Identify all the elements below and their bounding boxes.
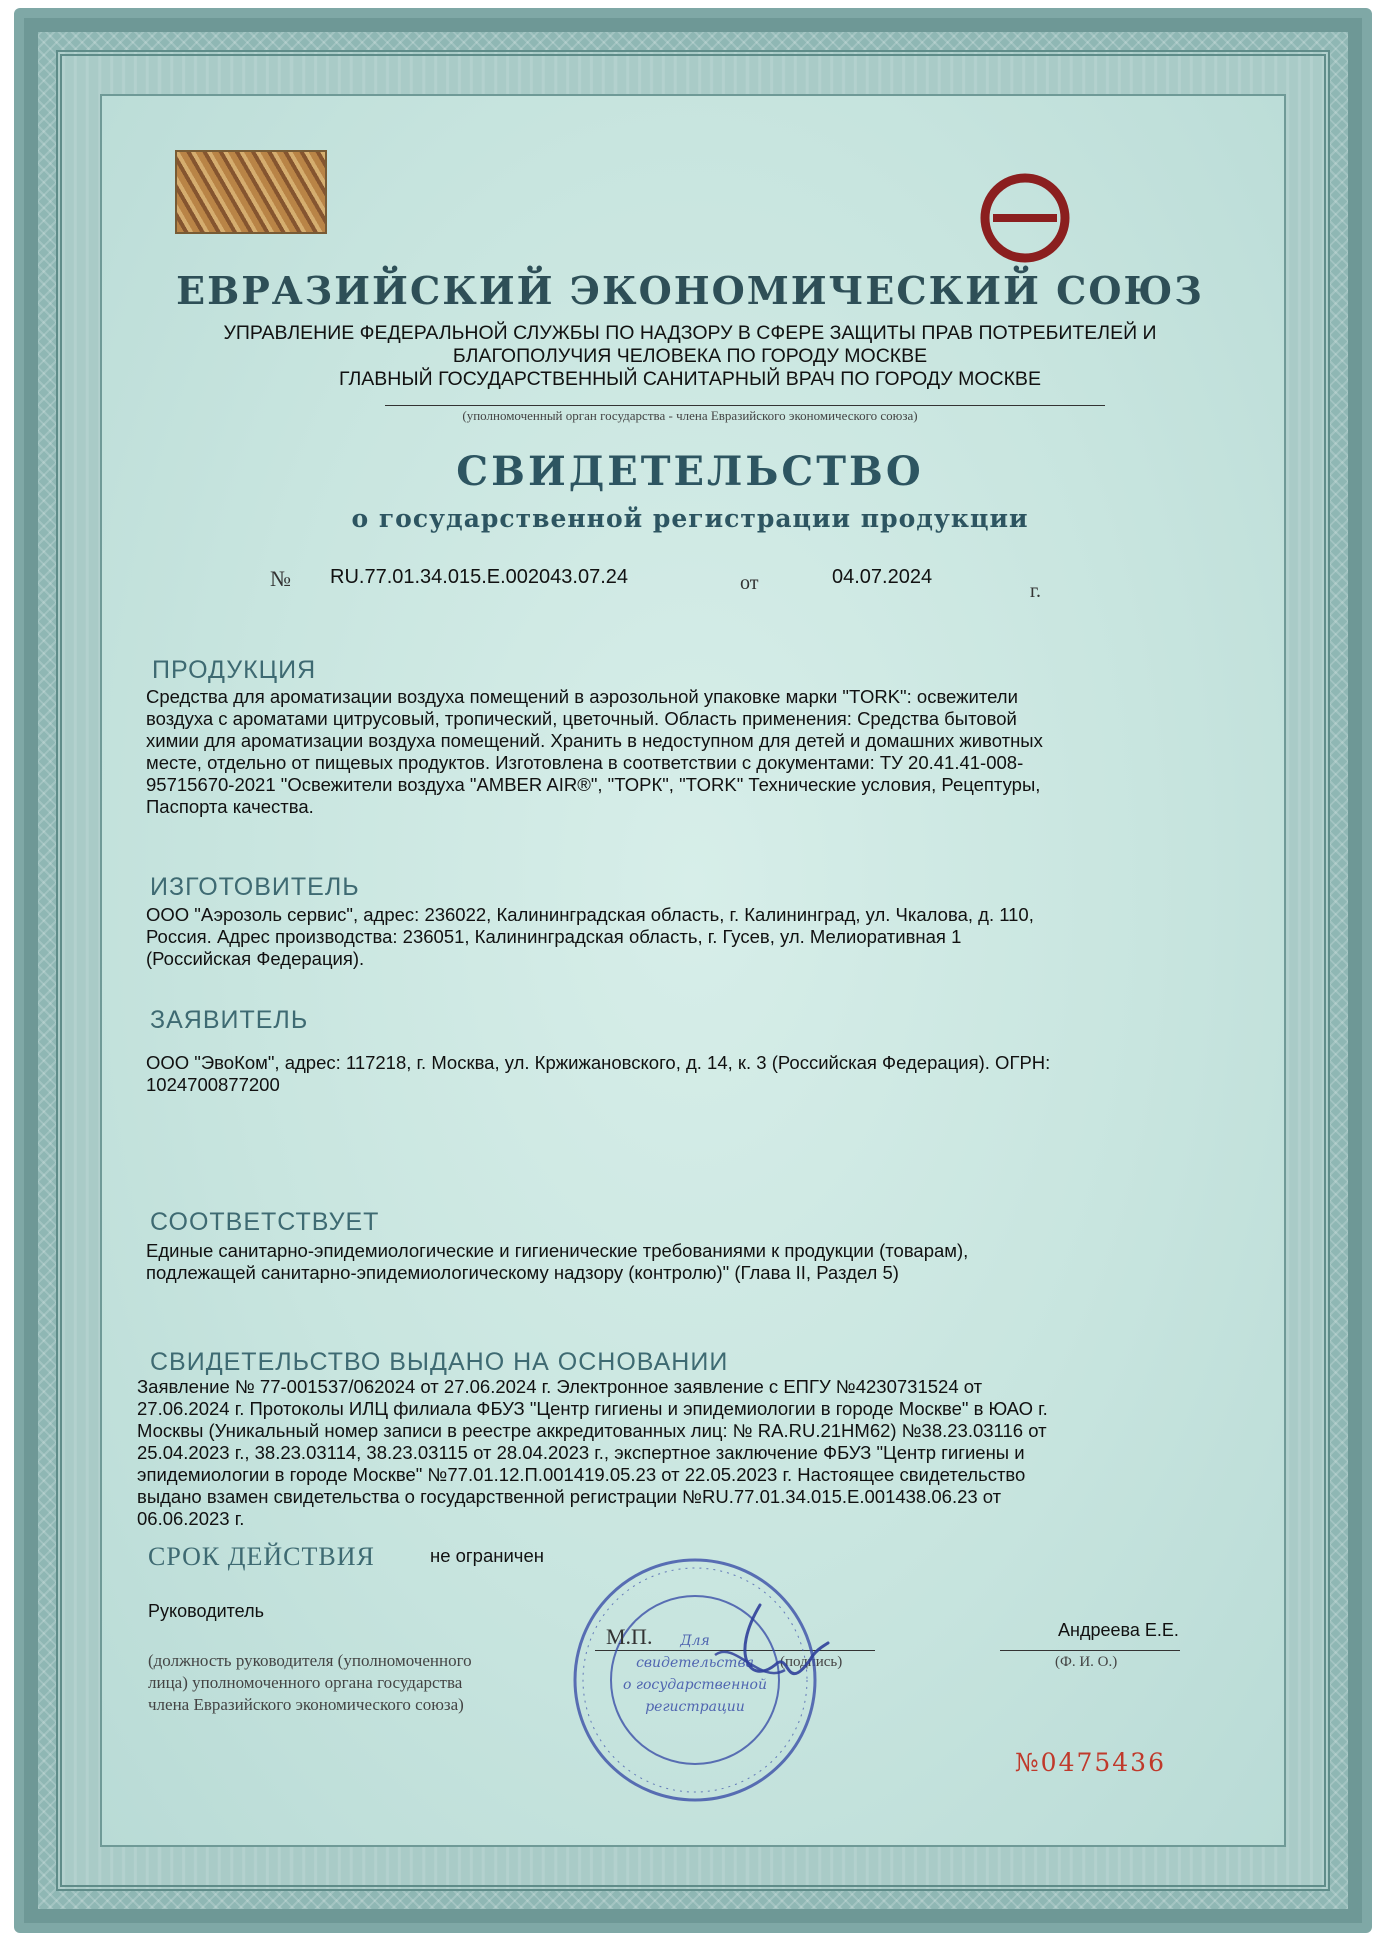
svg-text:регистрации: регистрации: [645, 1699, 745, 1715]
validity-value: не ограничен: [430, 1545, 544, 1566]
footnote-line: (должность руководителя (уполномоченного: [148, 1651, 472, 1670]
text-line: Средства для ароматизации воздуха помещений в аэрозольной упаковке марки "TORK": освежители: [146, 686, 1018, 707]
text-line: 25.04.2023 г., 38.23.03114, 38.23.03115 от 28.04.2023 г., экспертное заключение ФБУЗ "Центр гигиены и: [137, 1442, 1025, 1463]
signer-name: Андреева Е.Е.: [1058, 1620, 1179, 1640]
applicant-text: [146, 1052, 1186, 1096]
text-line: 1024700877200: [146, 1074, 280, 1095]
text-line: ООО "Аэрозоль сервис", адрес: 236022, Калининградская область, г. Калининград, ул. Чкалова, д. 110,: [146, 904, 1034, 925]
text-line: Паспорта качества.: [146, 796, 314, 817]
authority-line: БЛАГОПОЛУЧИЯ ЧЕЛОВЕКА ПО ГОРОДУ МОСКВЕ: [452, 345, 928, 367]
text-line: эпидемиологии в городе Москве" №77.01.12.П.001419.05.23 от 22.05.2023 г. Настоящее свидетельство: [137, 1464, 1026, 1485]
text-line: 27.06.2024 г. Протоколы ИЛЦ филиала ФБУЗ "Центр гигиены и эпидемиологии в городе Москве" в ЮАО г.: [137, 1398, 1048, 1419]
text-line: подлежащей санитарно-эпидемиологическому надзору (контролю)" (Глава II, Раздел 5): [146, 1262, 899, 1283]
seal-place-label: М.П.: [606, 1624, 653, 1649]
official-stamp-icon: [560, 1545, 830, 1815]
text-line: ООО "ЭвоКом", адрес: 117218, г. Москва, ул. Кржижановского, д. 14, к. 3 (Российская Федерация). ОГРН:: [146, 1052, 1051, 1073]
text-line: воздуха с ароматами цитрусовый, тропический, цветочный. Область применения: Средства бытовой: [146, 708, 1017, 729]
product-heading: ПРОДУКЦИЯ: [152, 656, 317, 684]
certificate-subtitle: о государственной регистрации продукции: [351, 504, 1029, 533]
issuing-authority: [150, 322, 1230, 391]
footnote-line: лица) уполномоченного органа государства: [148, 1673, 463, 1692]
text-line: Россия. Адрес производства: 236051, Калининградская область, г. Гусев, ул. Мелиоративная 1: [146, 926, 962, 947]
authority-line: УПРАВЛЕНИЕ ФЕДЕРАЛЬНОЙ СЛУЖБЫ ПО НАДЗОРУ В СФЕРЕ ЗАЩИТЫ ПРАВ ПОТРЕБИТЕЛЕЙ И: [223, 322, 1157, 344]
svg-text:о государственной: о государственной: [623, 1677, 767, 1693]
basis-text: [137, 1376, 1177, 1530]
certificate-number: RU.77.01.34.015.E.002043.07.24: [330, 566, 629, 588]
text-line: Единые санитарно-эпидемиологические и гигиенические требованиями к продукции (товарам),: [146, 1240, 969, 1261]
text-line: химии для ароматизации воздуха помещений. Хранить в недоступном для детей и домашних животных: [146, 730, 1043, 751]
year-suffix: г.: [1030, 580, 1041, 602]
signer-position: Руководитель: [148, 1601, 264, 1621]
validity-heading: СРОК ДЕЙСТВИЯ: [148, 1542, 375, 1571]
certificate-title: СВИДЕТЕЛЬСТВО: [456, 448, 924, 495]
number-label: №: [270, 566, 291, 591]
position-footnote: [148, 1650, 618, 1716]
text-line: 95715670-2021 "Освежители воздуха "AMBER AIR®", "ТОРК", "TORK" Технические условия, Рецептуры,: [146, 774, 1041, 795]
name-line: [1000, 1650, 1180, 1651]
footnote-line: члена Евразийского экономического союза): [148, 1695, 464, 1714]
date-from-label: от: [740, 572, 759, 594]
conforms-text: [146, 1240, 1186, 1284]
manufacturer-heading: ИЗГОТОВИТЕЛЬ: [150, 873, 360, 901]
union-title: ЕВРАЗИЙСКИЙ ЭКОНОМИЧЕСКИЙ СОЮЗ: [176, 268, 1204, 313]
eac-logo-icon: [975, 168, 1087, 268]
authority-note: (уполномоченный орган государства - члена Евразийского экономического союза): [462, 408, 918, 423]
signature-hint: (подпись): [780, 1654, 843, 1670]
applicant-heading: ЗАЯВИТЕЛЬ: [150, 1006, 309, 1034]
authority-underline: [385, 405, 1105, 406]
text-line: 06.06.2023 г.: [137, 1508, 245, 1529]
basis-heading: СВИДЕТЕЛЬСТВО ВЫДАНО НА ОСНОВАНИИ: [150, 1348, 729, 1376]
certificate-date: 04.07.2024: [832, 566, 933, 588]
authority-line: ГЛАВНЫЙ ГОСУДАРСТВЕННЫЙ САНИТАРНЫЙ ВРАЧ ПО ГОРОДУ МОСКВЕ: [339, 368, 1041, 390]
svg-text:Для: Для: [680, 1633, 710, 1649]
product-text: [146, 686, 1186, 818]
text-line: (Российская Федерация).: [146, 948, 365, 969]
text-line: месте, отдельно от пищевых продуктов. Изготовлена в соответствии с документами: ТУ 20.41.41-008-: [146, 752, 1024, 773]
text-line: выдано взамен свидетельства о государственной регистрации №RU.77.01.34.015.Е.001438.06.23 от: [137, 1486, 1002, 1507]
hologram-sticker: [175, 150, 327, 234]
manufacturer-text: [146, 904, 1186, 970]
name-hint: (Ф. И. О.): [1055, 1654, 1118, 1670]
text-line: Заявление № 77-001537/062024 от 27.06.2024 г. Электронное заявление с ЕПГУ №4230731524 от: [137, 1376, 983, 1397]
serial-number: №0475436: [1015, 1748, 1166, 1777]
conforms-heading: СООТВЕТСТВУЕТ: [150, 1208, 380, 1236]
svg-text:свидетельства: свидетельства: [636, 1655, 754, 1671]
text-line: Москвы (Уникальный номер записи в реестре аккредитованных лиц: № RA.RU.21НМ62) №38.23.03116 от: [137, 1420, 1047, 1441]
